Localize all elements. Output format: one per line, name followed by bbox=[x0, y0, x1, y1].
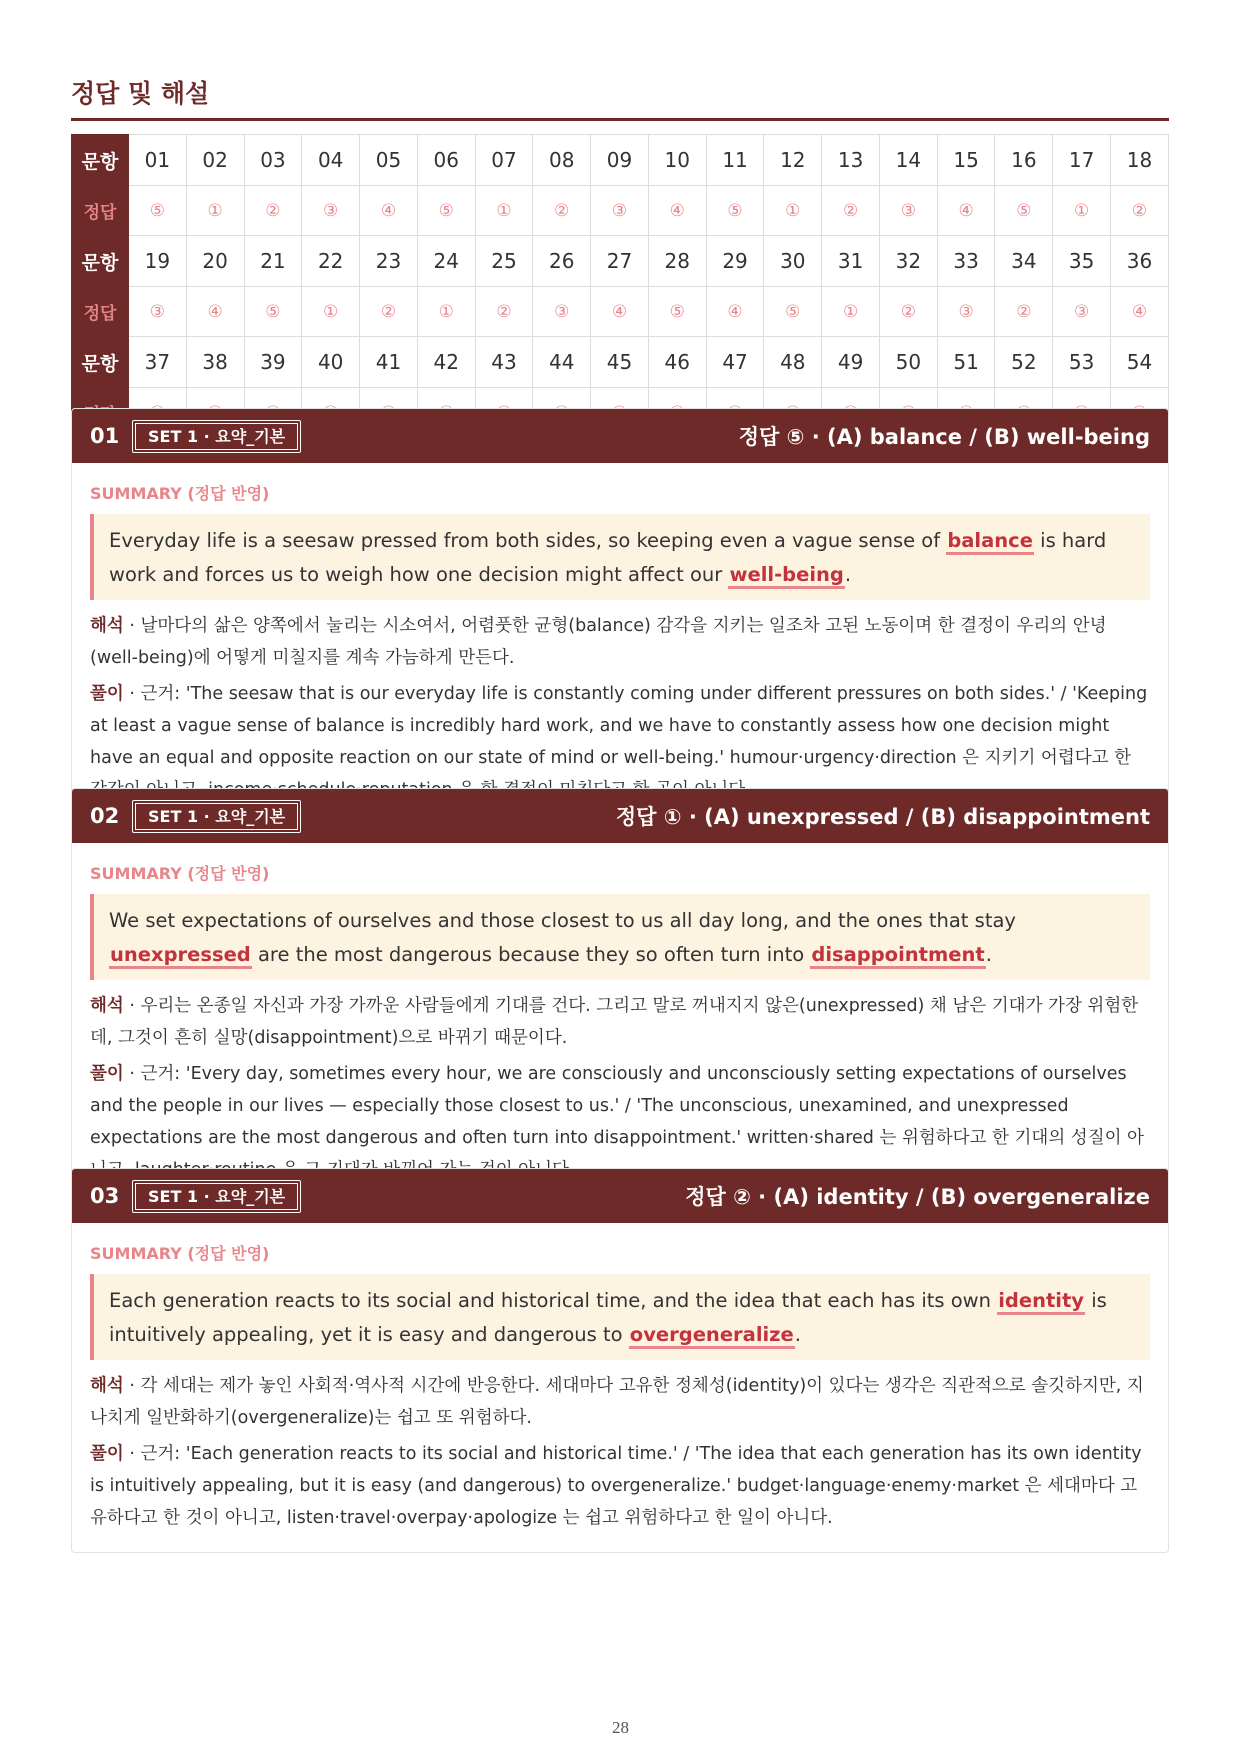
answer-cell: ② bbox=[1111, 186, 1169, 236]
answer-cell: ① bbox=[302, 287, 360, 337]
question-number-row bbox=[72, 337, 1169, 388]
answer-row bbox=[72, 287, 1169, 337]
question-number-cell: 12 bbox=[764, 135, 822, 186]
question-number-cell: 51 bbox=[937, 337, 995, 388]
question-number-cell: 15 bbox=[937, 135, 995, 186]
summary-box: We set expectations of ourselves and those closest to us all day long, and the ones that stay unexpressed are the most dangerous because they so often turn into disappointment. bbox=[90, 894, 1150, 980]
question-number-cell: 09 bbox=[591, 135, 649, 186]
question-number: 01 bbox=[90, 424, 120, 448]
answer-cell: ① bbox=[475, 186, 533, 236]
answer-cell: ① bbox=[1053, 186, 1111, 236]
answer-cell: ⑤ bbox=[417, 186, 475, 236]
answer-cell: ⑤ bbox=[244, 287, 302, 337]
question-number-cell: 14 bbox=[879, 135, 937, 186]
answer-cell: ① bbox=[186, 186, 244, 236]
keyword-a: identity bbox=[997, 1289, 1085, 1315]
answer-cell: ④ bbox=[591, 287, 649, 337]
translation: 해석 · 각 세대는 제가 놓인 사회적·역사적 시간에 반응한다. 세대마다 고유한 정체성(identity)이 있다는 생각은 직관적으로 솔깃하지만, 지나치게 일반화하기(overgeneralize)는 쉽고 또 위험하다. bbox=[90, 1376, 1144, 1428]
answer-cell: ② bbox=[879, 287, 937, 337]
answer-cell: ② bbox=[244, 186, 302, 236]
answer-cell: ④ bbox=[186, 287, 244, 337]
question-number-cell: 43 bbox=[475, 337, 533, 388]
title-divider bbox=[71, 118, 1169, 121]
answer-cell: ② bbox=[995, 287, 1053, 337]
question-number-cell: 38 bbox=[186, 337, 244, 388]
answer-cell: ② bbox=[360, 287, 418, 337]
answer-cell: ① bbox=[822, 287, 880, 337]
keyword-b: overgeneralize bbox=[629, 1323, 795, 1349]
question-number-cell: 03 bbox=[244, 135, 302, 186]
answer-cell: ① bbox=[417, 287, 475, 337]
question-header bbox=[72, 789, 1168, 843]
question-card-01 bbox=[71, 408, 1169, 825]
answer-row bbox=[72, 186, 1169, 236]
question-number-cell: 34 bbox=[995, 236, 1053, 287]
answer-cell: ④ bbox=[706, 287, 764, 337]
answer-cell: ⑤ bbox=[764, 287, 822, 337]
question-number-cell: 39 bbox=[244, 337, 302, 388]
answer-cell: ③ bbox=[533, 287, 591, 337]
question-number-cell: 32 bbox=[879, 236, 937, 287]
question-number-cell: 19 bbox=[129, 236, 187, 287]
question-number-cell: 45 bbox=[591, 337, 649, 388]
keyword-a: unexpressed bbox=[109, 943, 252, 969]
question-number-cell: 40 bbox=[302, 337, 360, 388]
keyword-a: balance bbox=[946, 529, 1034, 555]
question-number-cell: 44 bbox=[533, 337, 591, 388]
question-number-cell: 41 bbox=[360, 337, 418, 388]
answer-cell: ② bbox=[822, 186, 880, 236]
question-number-cell: 13 bbox=[822, 135, 880, 186]
answer-cell: ④ bbox=[1111, 287, 1169, 337]
question-number-cell: 36 bbox=[1111, 236, 1169, 287]
question-number-cell: 28 bbox=[648, 236, 706, 287]
keyword-b: disappointment bbox=[810, 943, 985, 969]
set-tag: SET 1 · 요약_기본 bbox=[132, 420, 301, 453]
question-number-cell: 01 bbox=[129, 135, 187, 186]
question-number-cell: 20 bbox=[186, 236, 244, 287]
question-number-cell: 10 bbox=[648, 135, 706, 186]
question-number-cell: 48 bbox=[764, 337, 822, 388]
question-number-cell: 23 bbox=[360, 236, 418, 287]
question-number-cell: 35 bbox=[1053, 236, 1111, 287]
answer-cell: ③ bbox=[879, 186, 937, 236]
question-card-03 bbox=[71, 1168, 1169, 1553]
set-tag: SET 1 · 요약_기본 bbox=[132, 1180, 301, 1213]
question-number-cell: 25 bbox=[475, 236, 533, 287]
row-label-number: 문항 bbox=[72, 236, 129, 287]
answer-cell: ⑤ bbox=[129, 186, 187, 236]
question-number-row bbox=[72, 135, 1169, 186]
row-label-answer: 정답 bbox=[72, 186, 129, 236]
summary-label: SUMMARY (정답 반영) bbox=[90, 1244, 270, 1263]
question-number: 02 bbox=[90, 804, 120, 828]
explanation: 풀이 · 근거: 'The seesaw that is our everyday life is constantly coming under different pressures on both sides.' / 'Keeping at least a vague sense of balance is incredibly hard work, and we have to constantly assess how one decision might have an equal and opposite reaction on our state of mind or well-being.' humour·urgency·direction 은 지키기 어렵다고 한 bbox=[90, 684, 1148, 768]
answer-cell: ③ bbox=[591, 186, 649, 236]
question-number-cell: 04 bbox=[302, 135, 360, 186]
question-number-cell: 21 bbox=[244, 236, 302, 287]
question-answer: 정답 ① · (A) unexpressed / (B) disappointment bbox=[615, 805, 1150, 829]
question-number-cell: 18 bbox=[1111, 135, 1169, 186]
summary-label: SUMMARY (정답 반영) bbox=[90, 864, 270, 883]
keyword-b: well-being bbox=[728, 563, 844, 589]
translation: 해석 · 날마다의 삶은 양쪽에서 눌리는 시소여서, 어렴풋한 균형(balance) 감각을 지키는 일조차 고된 노동이며 한 결정이 우리의 안녕(well-being)에 어떻게 미칠지를 계속 가늠하게 만든다. bbox=[90, 616, 1107, 668]
question-number-cell: 27 bbox=[591, 236, 649, 287]
question-number-cell: 50 bbox=[879, 337, 937, 388]
question-number-cell: 47 bbox=[706, 337, 764, 388]
page-title: 정답 및 해설 bbox=[71, 79, 210, 108]
question-number-cell: 08 bbox=[533, 135, 591, 186]
question-number-cell: 16 bbox=[995, 135, 1053, 186]
question-number-cell: 49 bbox=[822, 337, 880, 388]
row-label-answer: 정답 bbox=[72, 287, 129, 337]
question-number-cell: 24 bbox=[417, 236, 475, 287]
set-tag: SET 1 · 요약_기본 bbox=[132, 800, 301, 833]
summary-box: Everyday life is a seesaw pressed from both sides, so keeping even a vague sense of balance is hard work and forces us to weigh how one decision might affect our well-being. bbox=[90, 514, 1150, 600]
answer-cell: ④ bbox=[360, 186, 418, 236]
question-number-cell: 53 bbox=[1053, 337, 1111, 388]
question-number-cell: 17 bbox=[1053, 135, 1111, 186]
question-header bbox=[72, 409, 1168, 463]
answer-cell: ③ bbox=[302, 186, 360, 236]
question-number: 03 bbox=[90, 1184, 120, 1208]
question-number-cell: 06 bbox=[417, 135, 475, 186]
question-number-cell: 54 bbox=[1111, 337, 1169, 388]
page-number: 28 bbox=[612, 1718, 629, 1737]
answer-cell: ③ bbox=[937, 287, 995, 337]
question-number-cell: 33 bbox=[937, 236, 995, 287]
answer-cell: ⑤ bbox=[706, 186, 764, 236]
summary-box: Each generation reacts to its social and historical time, and the idea that each has its own identity is intuitively appealing, yet it is easy and dangerous to overgeneralize. bbox=[90, 1274, 1150, 1360]
question-number-cell: 11 bbox=[706, 135, 764, 186]
question-number-cell: 02 bbox=[186, 135, 244, 186]
row-label-number: 문항 bbox=[72, 135, 129, 186]
explanation: 풀이 · 근거: 'Every day, sometimes every hour, we are consciously and unconsciously setting expectations of ourselves and the people in our lives — especially those closest to us.' / 'The unconscious, unexamined, and unexpressed expectations are the most dangerous and often turn into disappointment.' written·shared 는 위험하다고 한 기대의 성질이 아 bbox=[90, 1064, 1144, 1148]
question-number-cell: 30 bbox=[764, 236, 822, 287]
question-answer: 정답 ⑤ · (A) balance / (B) well-being bbox=[738, 425, 1150, 449]
question-number-cell: 29 bbox=[706, 236, 764, 287]
question-number-cell: 26 bbox=[533, 236, 591, 287]
question-number-cell: 22 bbox=[302, 236, 360, 287]
question-number-cell: 52 bbox=[995, 337, 1053, 388]
question-number-row bbox=[72, 236, 1169, 287]
question-card-02 bbox=[71, 788, 1169, 1205]
answer-cell: ② bbox=[475, 287, 533, 337]
summary-label: SUMMARY (정답 반영) bbox=[90, 484, 270, 503]
explanation: 풀이 · 근거: 'Each generation reacts to its social and historical time.' / 'The idea that each generation has its own identity is intuitively appealing, but it is easy (and dangerous) to overgeneralize.' budget·language·enemy·market 은 세대마다 고유하다고 한 것이 아니고, listen·travel·overpay·apologize 는 쉽고 위험하다고 한 일이 아니다. bbox=[90, 1444, 1142, 1528]
question-number-cell: 05 bbox=[360, 135, 418, 186]
question-number-cell: 07 bbox=[475, 135, 533, 186]
question-number-cell: 46 bbox=[648, 337, 706, 388]
question-header bbox=[72, 1169, 1168, 1223]
answer-cell: ① bbox=[764, 186, 822, 236]
answer-table bbox=[71, 134, 1169, 438]
translation: 해석 · 우리는 온종일 자신과 가장 가까운 사람들에게 기대를 건다. 그리고 말로 꺼내지지 않은(unexpressed) 채 남은 기대가 가장 위험한데, 그것이 흔히 실망(disappointment)으로 바뀌기 때문이다. bbox=[90, 996, 1139, 1048]
question-number-cell: 31 bbox=[822, 236, 880, 287]
row-label-number: 문항 bbox=[72, 337, 129, 388]
question-number-cell: 42 bbox=[417, 337, 475, 388]
answer-cell: ④ bbox=[648, 186, 706, 236]
answer-cell: ⑤ bbox=[995, 186, 1053, 236]
question-answer: 정답 ② · (A) identity / (B) overgeneralize bbox=[685, 1185, 1150, 1209]
answer-cell: ③ bbox=[1053, 287, 1111, 337]
answer-cell: ② bbox=[533, 186, 591, 236]
answer-cell: ⑤ bbox=[648, 287, 706, 337]
question-number-cell: 37 bbox=[129, 337, 187, 388]
answer-cell: ③ bbox=[129, 287, 187, 337]
answer-cell: ④ bbox=[937, 186, 995, 236]
